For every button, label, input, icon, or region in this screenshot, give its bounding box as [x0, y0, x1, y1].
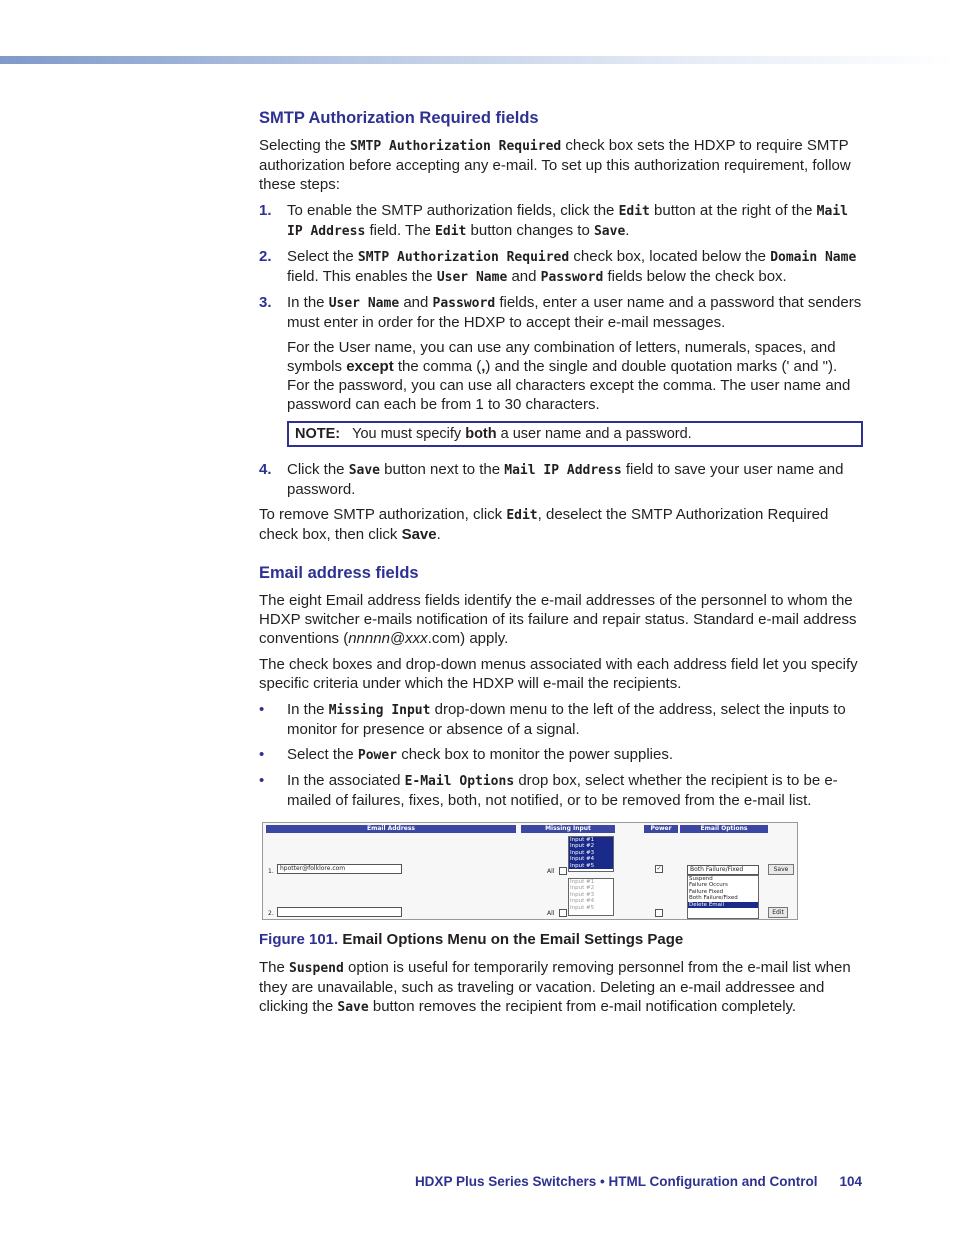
step-number: 1. [259, 202, 272, 219]
email-field-1[interactable]: hpotter@folklore.com [277, 864, 402, 874]
remove-smtp-paragraph: To remove SMTP authorization, click Edit, deselect the SMTP Authorization Required check box, then click Save. [259, 506, 829, 543]
missing-input-list-1[interactable]: Input #1 Input #2 Input #3 Input #4 Input #5 [568, 836, 614, 872]
bullet-icon: • [259, 746, 265, 763]
email-options-select-1[interactable]: Both Failure/Fixed [687, 865, 759, 875]
bullet-email-options: • In the associated E-Mail Options drop box, select whether the recipient is to be e-mailed of failures, fixes, both, not notified, or to be removed from the e-mail list. [259, 772, 838, 809]
step-3-detail: For the User name, you can use any combination of letters, numerals, spaces, and symbols except the comma (,) and the single and double quotation marks (' and "). For the password, you can use all characters except the comma. The user name and password can each be from 1 to 30 characters. [287, 339, 851, 413]
email-intro-paragraph: The eight Email address fields identify the e-mail addresses of the personnel to whom the HDXP switcher e-mails notification of its failure and repair status. Standard e-mail address conventions (nnnnn@xxx.com) apply. [259, 592, 857, 647]
header-missing-input: Missing Input [521, 825, 615, 833]
step-2: 2. Select the SMTP Authorization Required check box, located below the Domain Name field. This enables the User Name and Password fields below the check box. [259, 248, 857, 285]
bullet-icon: • [259, 772, 265, 789]
all-checkbox[interactable] [559, 867, 567, 875]
all-checkbox[interactable] [559, 909, 567, 917]
header-email-address: Email Address [266, 825, 516, 833]
power-checkbox-1[interactable]: ✓ [656, 865, 662, 872]
row-number: 1. [268, 868, 274, 875]
row-number: 2. [268, 910, 274, 917]
header-email-options: Email Options [680, 825, 768, 833]
bullet-missing-input: • In the Missing Input drop-down menu to the left of the address, select the inputs to monitor for presence or absence of a signal. [259, 701, 846, 738]
suspend-paragraph: The Suspend option is useful for temporarily removing personnel from the e-mail list when they are unavailable, such as traveling or vacation. Deleting an e-mail addressee and clicking the Save button removes the recipient from e-mail notification completely. [259, 959, 851, 1015]
smtp-intro-paragraph: Selecting the SMTP Authorization Required check box sets the HDXP to require SMTP authorization before accepting any e-mail. To set up this authorization requirement, follow these steps: [259, 137, 851, 193]
header-gradient-bar [0, 56, 954, 64]
note-label: NOTE: [295, 426, 341, 442]
page-footer [392, 1174, 862, 1189]
email-field-2[interactable] [277, 907, 402, 917]
email-criteria-paragraph: The check boxes and drop-down menus associated with each address field let you specify specific criteria under which the HDXP will e-mail the recipients. [259, 656, 858, 692]
power-checkbox-2[interactable] [655, 909, 663, 917]
save-button[interactable]: Save [768, 864, 794, 875]
page-number: 104 [839, 1174, 862, 1189]
section-heading-email: Email address fields [259, 564, 419, 582]
bullet-icon: • [259, 701, 265, 718]
header-power: Power [644, 825, 678, 833]
all-label: All [547, 910, 555, 917]
email-settings-screenshot [262, 822, 798, 920]
step-number: 3. [259, 294, 272, 311]
bullet-power: • Select the Power check box to monitor the power supplies. [259, 746, 674, 763]
step-3: 3. In the User Name and Password fields, enter a user name and a password that senders must enter in order for the HDXP to accept their e-mail messages. [259, 294, 862, 331]
all-label: All [547, 868, 555, 875]
step-4: 4. Click the Save button next to the Mail IP Address field to save your user name and password. [259, 461, 844, 498]
step-number: 2. [259, 248, 272, 265]
note-box: NOTE: You must specify both a user name and a password. [287, 421, 863, 447]
step-1: 1. To enable the SMTP authorization fields, click the Edit button at the right of the Mail IP Address field. The Edit button changes to Save. [259, 202, 848, 239]
section-heading-smtp: SMTP Authorization Required fields [259, 109, 539, 127]
figure-caption: Figure 101. Email Options Menu on the Email Settings Page [259, 931, 684, 948]
missing-input-list-2[interactable]: Input #1 Input #2 Input #3 Input #4 Input #5 [568, 878, 614, 916]
email-options-dropdown-open[interactable]: Suspend Failure Occurs Failure Fixed Both Failure/Fixed Delete Email [687, 875, 759, 919]
smtp-steps-list [259, 201, 863, 499]
page-content [259, 108, 863, 1024]
step-number: 4. [259, 461, 272, 478]
edit-button[interactable]: Edit [768, 907, 788, 918]
footer-title: HDXP Plus Series Switchers • HTML Configuration and Control [414, 1174, 818, 1189]
